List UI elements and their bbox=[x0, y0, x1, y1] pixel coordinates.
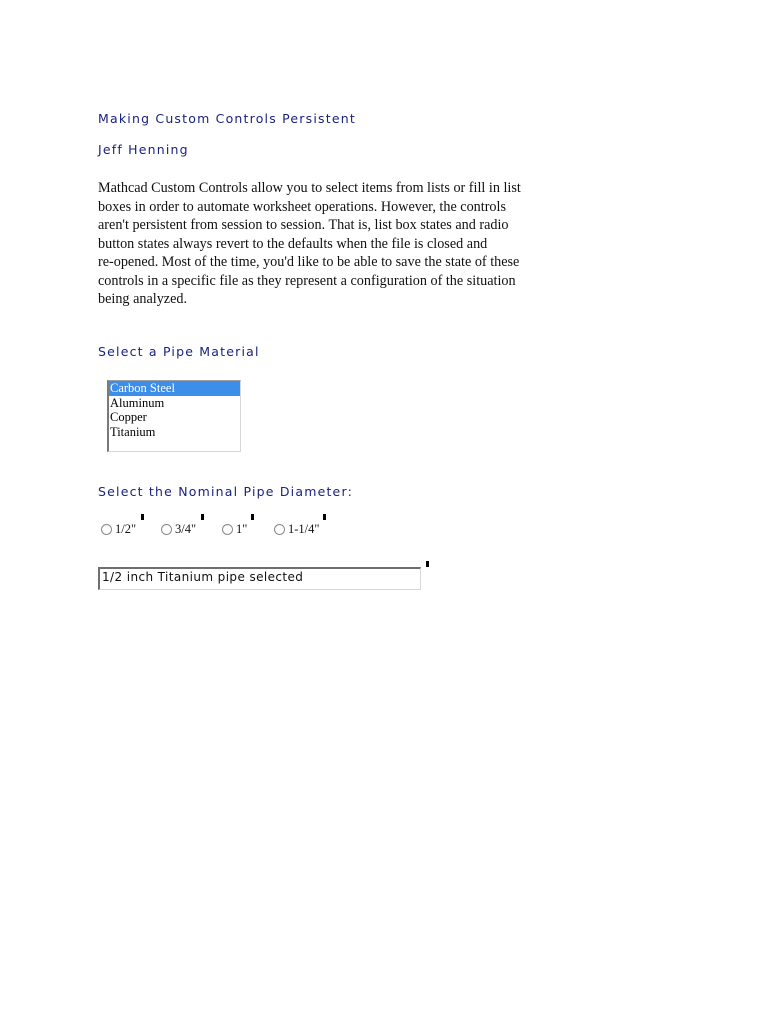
radio-one-inch[interactable] bbox=[222, 522, 247, 537]
control-marker-icon bbox=[323, 514, 326, 520]
intro-paragraph bbox=[98, 179, 548, 309]
control-marker-icon bbox=[201, 514, 204, 520]
control-marker-icon bbox=[141, 514, 144, 520]
pipe-diameter-label: Select the Nominal Pipe Diameter: bbox=[98, 484, 353, 499]
author-name: Jeff Henning bbox=[98, 142, 189, 157]
list-option-carbon-steel[interactable]: Carbon Steel bbox=[109, 381, 240, 396]
paragraph-line: re-opened. Most of the time, you'd like to be able to save the state of these bbox=[98, 254, 520, 270]
control-marker-icon bbox=[251, 514, 254, 520]
radio-label: 3/4" bbox=[175, 522, 197, 536]
radio-circle-icon[interactable] bbox=[161, 524, 172, 535]
list-option-copper[interactable]: Copper bbox=[110, 410, 147, 425]
radio-circle-icon[interactable] bbox=[222, 524, 233, 535]
radio-circle-icon[interactable] bbox=[274, 524, 285, 535]
paragraph-line: Mathcad Custom Controls allow you to select items from lists or fill in list bbox=[98, 180, 521, 196]
paragraph-line: controls in a specific file as they represent a configuration of the situation bbox=[98, 272, 516, 289]
list-option-titanium[interactable]: Titanium bbox=[110, 424, 156, 439]
radio-label: 1-1/4" bbox=[288, 522, 320, 536]
radio-label: 1" bbox=[236, 522, 248, 536]
selection-output-field[interactable]: 1/2 inch Titanium pipe selected bbox=[98, 567, 421, 590]
pipe-material-label: Select a Pipe Material bbox=[98, 344, 260, 359]
paragraph-line: being analyzed. bbox=[98, 291, 188, 307]
list-option-aluminum[interactable]: Aluminum bbox=[110, 395, 165, 410]
paragraph-line: aren't persistent from session to session. That is, list box states and radio bbox=[98, 217, 509, 233]
radio-one-and-quarter-inch[interactable] bbox=[274, 522, 320, 537]
document-title: Making Custom Controls Persistent bbox=[98, 111, 356, 126]
paragraph-line: boxes in order to automate worksheet operations. However, the controls bbox=[98, 198, 506, 215]
paragraph-line: button states always revert to the defaults when the file is closed and bbox=[98, 235, 488, 252]
control-marker-icon bbox=[426, 561, 429, 567]
radio-half-inch[interactable] bbox=[101, 522, 136, 537]
pipe-material-listbox[interactable] bbox=[107, 380, 241, 452]
radio-three-quarter-inch[interactable] bbox=[161, 522, 196, 537]
radio-circle-icon[interactable] bbox=[101, 524, 112, 535]
radio-label: 1/2" bbox=[115, 522, 137, 536]
